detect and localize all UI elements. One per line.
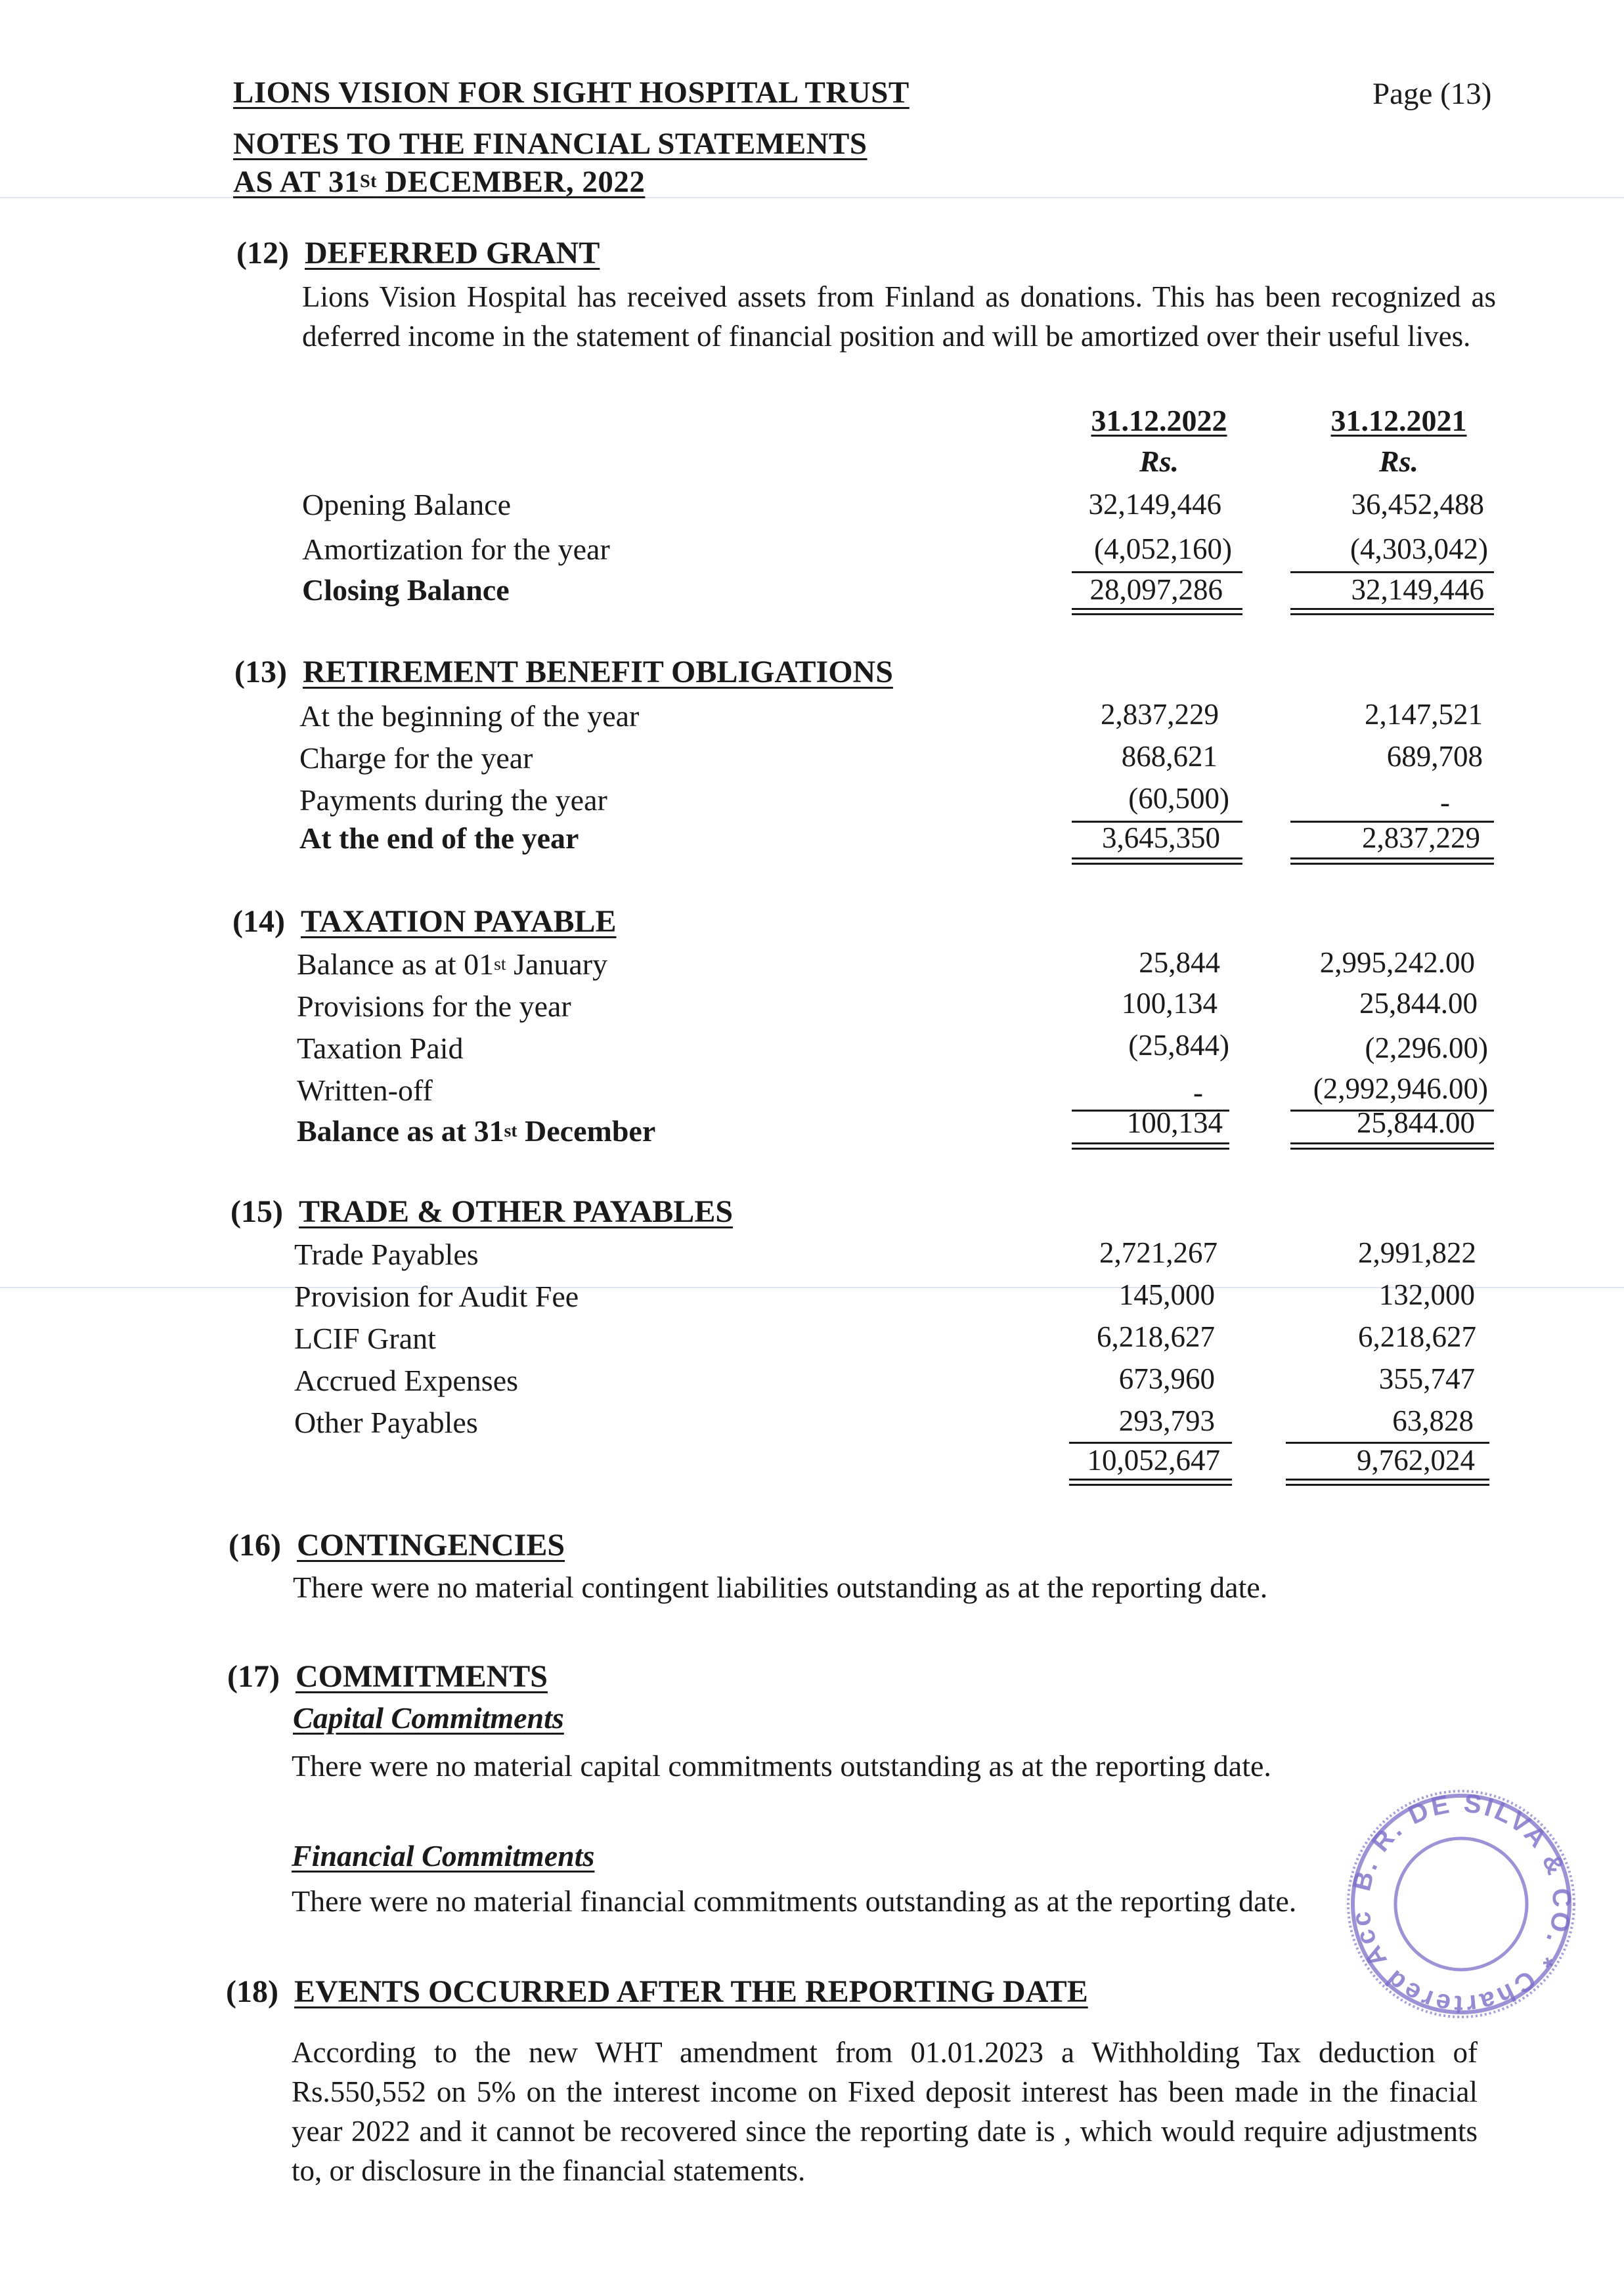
value-2022: 25,844 [1139,946,1220,979]
row-label: Opening Balance [302,488,512,521]
value-2021: 25,844.00 [1359,987,1478,1020]
total-double-rule [1290,1142,1494,1144]
row-label: LCIF Grant [294,1322,436,1355]
total-double-rule [1286,1479,1489,1481]
value-2022: 673,960 [1118,1362,1215,1395]
value-2021: 2,147,521 [1365,698,1483,731]
value-2022: 293,793 [1118,1404,1215,1437]
value-2021: 36,452,488 [1351,488,1484,521]
value-2021: 2,995,242.00 [1319,946,1475,979]
column-unit-2021: Rs. [1378,444,1419,478]
total-double-rule [1290,608,1494,610]
row-label: Other Payables [294,1406,478,1439]
document-date: AS AT 31St DECEMBER, 2022 [233,165,646,199]
total-2022: 3,645,350 [1102,821,1220,854]
value-2021: (4,303,042) [1350,532,1488,565]
auditor-seal-icon [1340,1783,1583,2025]
total-double-rule [1072,863,1242,865]
section-17-heading: (17) COMMITMENTS [227,1659,548,1694]
row-label: Written-off [297,1073,433,1107]
row-label: Closing Balance [302,573,510,607]
total-double-rule [1290,857,1494,859]
column-unit-2022: Rs. [1139,444,1179,478]
total-double-rule [1072,857,1242,859]
value-2022: 145,000 [1118,1278,1215,1311]
value-2021: 6,218,627 [1358,1320,1476,1353]
section-18-heading: (18) EVENTS OCCURRED AFTER THE REPORTING DATE [226,1974,1088,2009]
capital-commitments-text: There were no material capital commitments outstanding as at the reporting date. [292,1749,1271,1783]
row-label: Balance as at 31st December [297,1114,656,1148]
row-label: Accrued Expenses [294,1364,519,1397]
total-2021: 9,762,024 [1357,1444,1475,1477]
value-2022: (4,052,160) [1094,532,1232,565]
value-2021: (2,992,946.00) [1313,1072,1488,1105]
total-2021: 2,837,229 [1362,821,1480,854]
total-double-rule [1072,1142,1229,1144]
auditor-stamp [1340,1783,1583,2025]
value-2022: 2,721,267 [1099,1236,1218,1269]
section-18-text: According to the new WHT amendment from 01.01.2023 a Withholding Tax deduction of Rs.550,552 on 5% on the interest income on Fixed deposit interest has been made in the finacial year 2022 and it cannot be recovered since the reporting date is , which would require adjustments to, or disclosure in the financial statements. [292,2036,1478,2187]
section-16-text: There were no material contingent liabilities outstanding as at the reporting date. [293,1570,1268,1604]
page-number: Page (13) [1372,77,1492,111]
value-2022: 2,837,229 [1101,698,1219,731]
total-2022: 100,134 [1126,1106,1223,1139]
total-2022: 10,052,647 [1087,1444,1220,1477]
value-2022: 32,149,446 [1088,488,1221,521]
total-double-rule [1286,1484,1489,1486]
total-double-rule [1072,613,1242,615]
row-label: Payments during the year [299,783,607,817]
total-double-rule [1290,863,1494,865]
value-2022: - [1193,1076,1203,1109]
financial-commitments-text: There were no material financial commitments outstanding as at the reporting date. [292,1884,1297,1918]
section-12-heading: (12) DEFERRED GRANT [236,236,600,271]
section-13-heading: (13) RETIREMENT BENEFIT OBLIGATIONS [234,655,893,689]
column-header-2022: 31.12.2022 [1091,404,1227,437]
row-label: At the end of the year [299,821,579,855]
value-2022: 100,134 [1121,987,1218,1020]
value-2021: 132,000 [1378,1278,1475,1311]
total-2021: 32,149,446 [1351,573,1484,606]
row-label: Trade Payables [294,1238,479,1271]
value-2021: 355,747 [1378,1362,1475,1395]
value-2021: 63,828 [1392,1404,1474,1437]
capital-commitments-subheading: Capital Commitments [293,1701,564,1735]
section-16-heading: (16) CONTINGENCIES [229,1528,565,1563]
total-double-rule [1290,1148,1494,1150]
row-label: Provision for Audit Fee [294,1280,579,1313]
value-2022: 6,218,627 [1097,1320,1215,1353]
section-12-description: Lions Vision Hospital has received assets from Finland as donations. This has been recognized as deferred income in the statement of financial position and will be amortized over their useful lives. [302,280,1496,353]
document-title: NOTES TO THE FINANCIAL STATEMENTS [233,127,867,161]
org-name: LIONS VISION FOR SIGHT HOSPITAL TRUST [233,76,910,110]
value-2022: (60,500) [1128,782,1229,815]
value-2021: (2,296.00) [1365,1031,1488,1064]
total-2021: 25,844.00 [1357,1106,1475,1139]
section-15-heading: (15) TRADE & OTHER PAYABLES [230,1194,734,1229]
row-label: Provisions for the year [297,989,571,1023]
row-label: Charge for the year [299,741,533,775]
total-2022: 28,097,286 [1089,573,1223,606]
total-double-rule [1069,1479,1232,1481]
value-2022: 868,621 [1121,740,1218,773]
row-label: At the beginning of the year [299,699,640,733]
section-14-heading: (14) TAXATION PAYABLE [232,904,617,939]
row-label: Taxation Paid [297,1031,464,1065]
row-label: Balance as at 01st January [297,947,608,981]
total-double-rule [1072,608,1242,610]
column-header-2021: 31.12.2021 [1330,404,1467,437]
row-label: Amortization for the year [302,532,610,566]
value-2022: (25,844) [1128,1029,1229,1062]
value-2021: 2,991,822 [1358,1236,1476,1269]
total-double-rule [1290,613,1494,615]
total-double-rule [1072,1148,1229,1150]
value-2021: 689,708 [1386,740,1483,773]
value-2021: - [1440,786,1450,819]
total-double-rule [1069,1484,1232,1486]
financial-commitments-subheading: Financial Commitments [292,1839,595,1873]
svg-text:B. R. DE SILVA & CO. * Charter: B. R. DE SILVA & CO. * Chartered Acc [1346,1788,1577,2020]
